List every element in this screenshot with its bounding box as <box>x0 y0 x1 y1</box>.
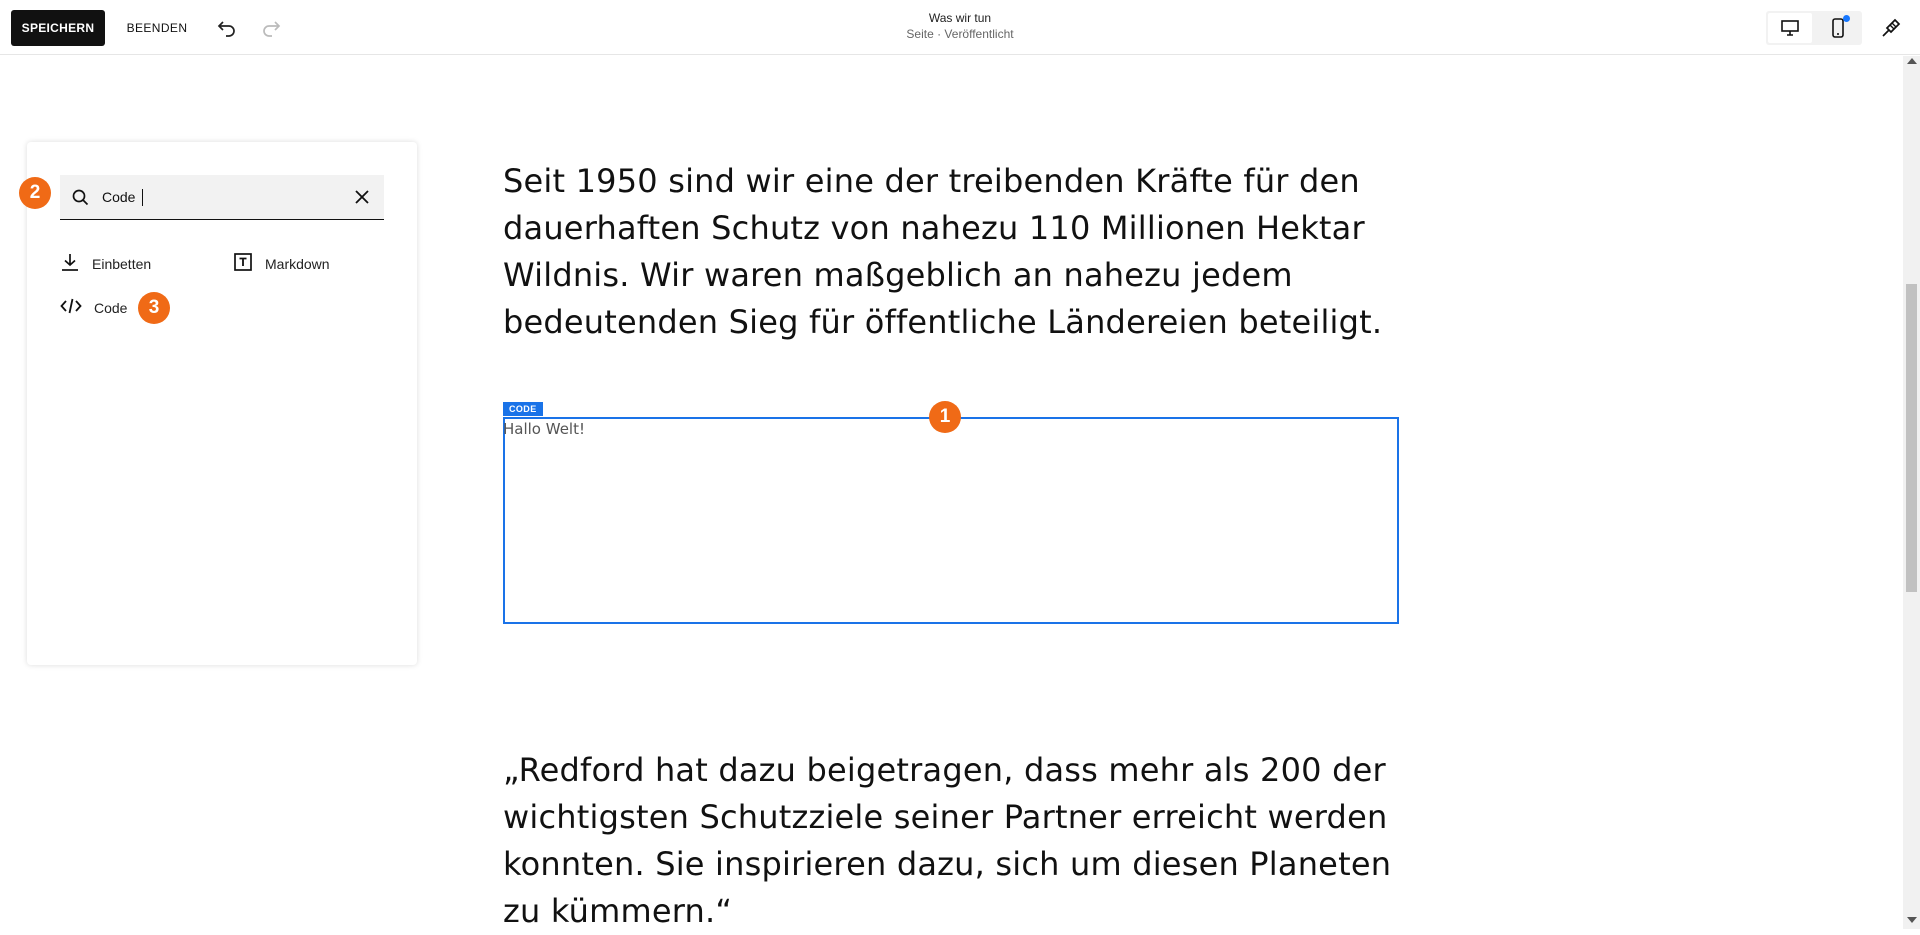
page-status: Seite · Veröffentlicht <box>906 27 1014 41</box>
close-icon[interactable] <box>354 189 370 210</box>
quote-paragraph[interactable]: „Redford hat dazu beigetragen, dass mehr als 200 der wichtigsten Schutzziele seiner Partner erreicht werden konnten. Sie inspirieren dazu, sich um diesen Planeten zu kümmern.“ <box>503 751 1392 930</box>
page-title: Was wir tun <box>928 11 992 25</box>
page-title-block <box>860 11 1060 42</box>
block-option-label: Code <box>94 300 128 316</box>
design-brush-icon[interactable] <box>1876 13 1906 43</box>
editor-toolbar <box>0 0 1920 55</box>
add-block-panel <box>27 142 417 665</box>
exit-button[interactable]: BEENDEN <box>120 10 194 46</box>
step-badge-2: 2 <box>19 177 51 209</box>
code-block-label: CODE <box>503 402 543 416</box>
search-input[interactable] <box>102 185 342 209</box>
scroll-down-icon[interactable] <box>1907 917 1917 923</box>
scroll-up-icon[interactable] <box>1907 58 1917 64</box>
download-icon <box>60 252 80 277</box>
mobile-view-icon[interactable] <box>1816 13 1860 43</box>
block-option-code[interactable] <box>60 295 127 321</box>
undo-icon[interactable] <box>212 13 242 43</box>
redo-icon[interactable] <box>256 13 286 43</box>
block-option-label: Markdown <box>265 256 330 272</box>
code-block-content: Hallo Welt! <box>503 420 585 438</box>
block-option-label: Einbetten <box>92 256 152 272</box>
text-caret <box>142 189 143 206</box>
markdown-icon <box>233 252 253 277</box>
block-option-markdown[interactable] <box>233 251 330 277</box>
step-badge-1: 1 <box>929 401 961 433</box>
scrollbar-thumb[interactable] <box>1906 284 1917 592</box>
desktop-view-icon[interactable] <box>1768 13 1812 43</box>
code-block[interactable] <box>503 417 1399 624</box>
block-search <box>60 175 384 220</box>
notification-dot <box>1843 15 1850 22</box>
save-button[interactable]: SPEICHERN <box>11 10 105 46</box>
block-option-embed[interactable] <box>60 251 151 277</box>
search-icon <box>72 189 89 211</box>
step-badge-3: 3 <box>138 292 170 324</box>
content-paragraph[interactable]: Seit 1950 sind wir eine der treibenden Kräfte für den dauerhaften Schutz von nahezu 110 Millionen Hektar Wildnis. Wir waren maßgeblich an nahezu jedem bedeutenden Sieg für öffentliche Ländereien beteiligt. <box>503 162 1383 341</box>
code-icon <box>60 296 82 321</box>
